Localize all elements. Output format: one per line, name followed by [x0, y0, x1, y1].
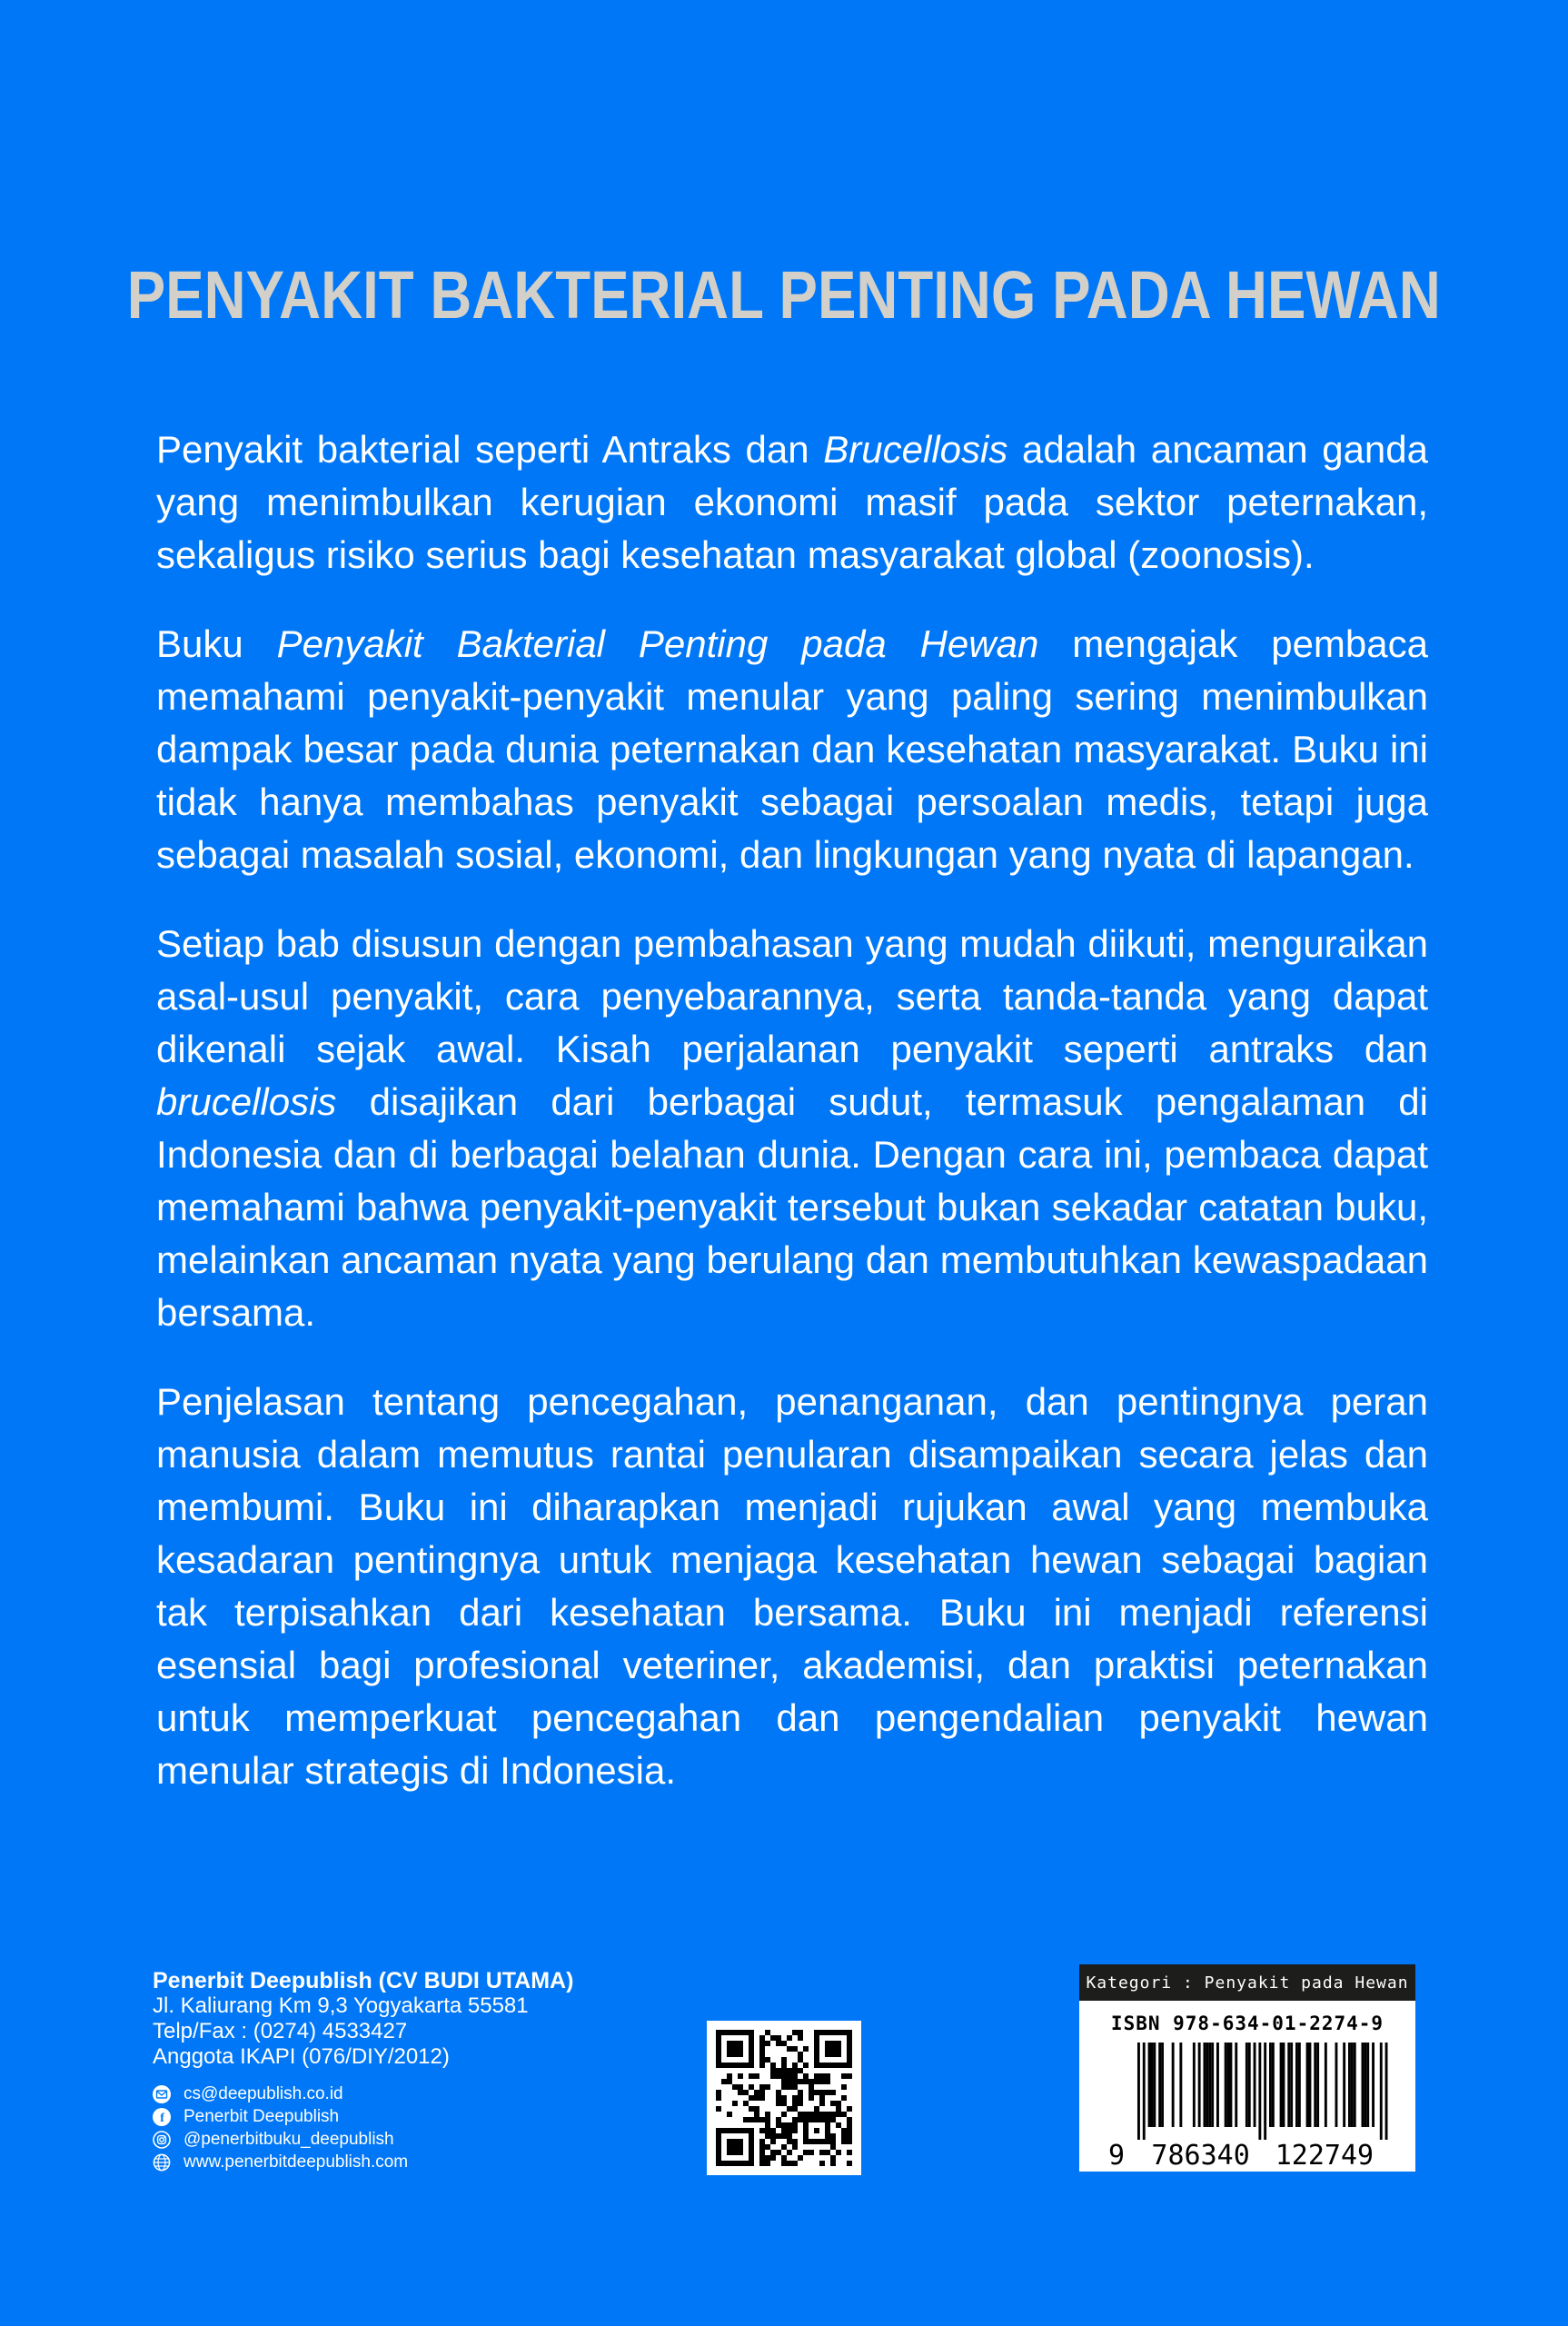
svg-text:f: f [160, 2111, 164, 2125]
synopsis-paragraph: Buku Penyakit Bakterial Penting pada Hewan mengajak pembaca memahami penyakit-penyakit menular yang paling sering menimbulkan dampak besar pada dunia peternakan dan kesehatan masyarakat. Buku ini tidak hanya membahas penyakit sebagai persoalan medis, tetapi juga sebagai masalah sosial, ekonomi, dan lingkungan yang nyata di lapangan. [156, 622, 1428, 876]
barcode-body [1079, 2001, 1415, 2172]
contact-item-website [153, 2151, 573, 2173]
synopsis [156, 423, 1428, 1834]
category-bar [1079, 1964, 1415, 2001]
publisher-phone: Telp/Fax : (0274) 4533427 [153, 2019, 408, 2043]
book-title-text: PENYAKIT BAKTERIAL PENTING PADA HEWAN [126, 257, 1442, 333]
book-title [0, 256, 1568, 333]
synopsis-paragraph: Penjelasan tentang pencegahan, penanganan, dan pentingnya peran manusia dalam memutus rantai penularan disampaikan secara jelas dan membumi. Buku ini diharapkan menjadi rujukan awal yang membuka kesadaran pentingnya untuk menjaga kesehatan hewan sebagai bagian tak terpisahkan dari kesehatan bersama. Buku ini menjadi referensi esensial bagi profesional veteriner, akademisi, dan praktisi peternakan untuk memperkuat pencegahan dan pengendalian penyakit hewan menular strategis di Indonesia. [156, 1380, 1428, 1792]
publisher-membership: Anggota IKAPI (076/DIY/2012) [153, 2044, 450, 2069]
globe-icon [153, 2153, 171, 2172]
facebook-icon [153, 2108, 171, 2126]
synopsis-paragraph: Setiap bab disusun dengan pembahasan yang mudah diikuti, menguraikan asal-usul penyakit, cara penyebarannya, serta tanda-tanda yang dapat dikenali sejak awal. Kisah perjalanan penyakit seperti antraks dan brucellosis disajikan dari berbagai sudut, termasuk pengalaman di Indonesia dan di berbagai belahan dunia. Dengan cara ini, pembaca dapat memahami bahwa penyakit-penyakit tersebut bukan sekadar catatan buku, melainkan ancaman nyata yang berulang dan membutuhkan kewaspadaan bersama. [156, 922, 1428, 1334]
ean-barcode [1093, 2043, 1402, 2172]
email-icon [153, 2085, 171, 2103]
category-label: Kategori : Penyakit pada Hewan [1086, 1973, 1409, 1993]
contact-item-email [153, 2082, 573, 2105]
publisher-contacts [153, 2082, 573, 2173]
contact-label: @penerbitbuku_deepublish [184, 2129, 394, 2149]
isbn-barcode-box [1079, 1964, 1415, 2172]
isbn-label: ISBN 978-634-01-2274-9 [1110, 2013, 1384, 2034]
publisher-name: Penerbit Deepublish (CV BUDI UTAMA) [153, 1968, 574, 1993]
contact-item-instagram [153, 2128, 573, 2151]
barcode-digits-left: 786340 [1151, 2140, 1250, 2172]
qr-code [707, 2021, 861, 2175]
barcode-digits-right: 122749 [1275, 2140, 1374, 2172]
publisher-address: Jl. Kaliurang Km 9,3 Yogyakarta 55581 [153, 1993, 529, 2018]
contact-label: www.penerbitdeepublish.com [184, 2152, 409, 2172]
contact-label: Penerbit Deepublish [184, 2106, 340, 2126]
publisher-info [153, 1968, 573, 2173]
instagram-icon [153, 2131, 171, 2149]
synopsis-paragraph: Penyakit bakterial seperti Antraks dan Brucellosis adalah ancaman ganda yang menimbulkan kerugian ekonomi masif pada sektor peternakan, sekaligus risiko serius bagi kesehatan masyarakat global (zoonosis). [156, 428, 1429, 576]
contact-label: cs@deepublish.co.id [184, 2083, 343, 2103]
contact-item-facebook [153, 2105, 573, 2128]
barcode-first-digit: 9 [1107, 2140, 1126, 2172]
